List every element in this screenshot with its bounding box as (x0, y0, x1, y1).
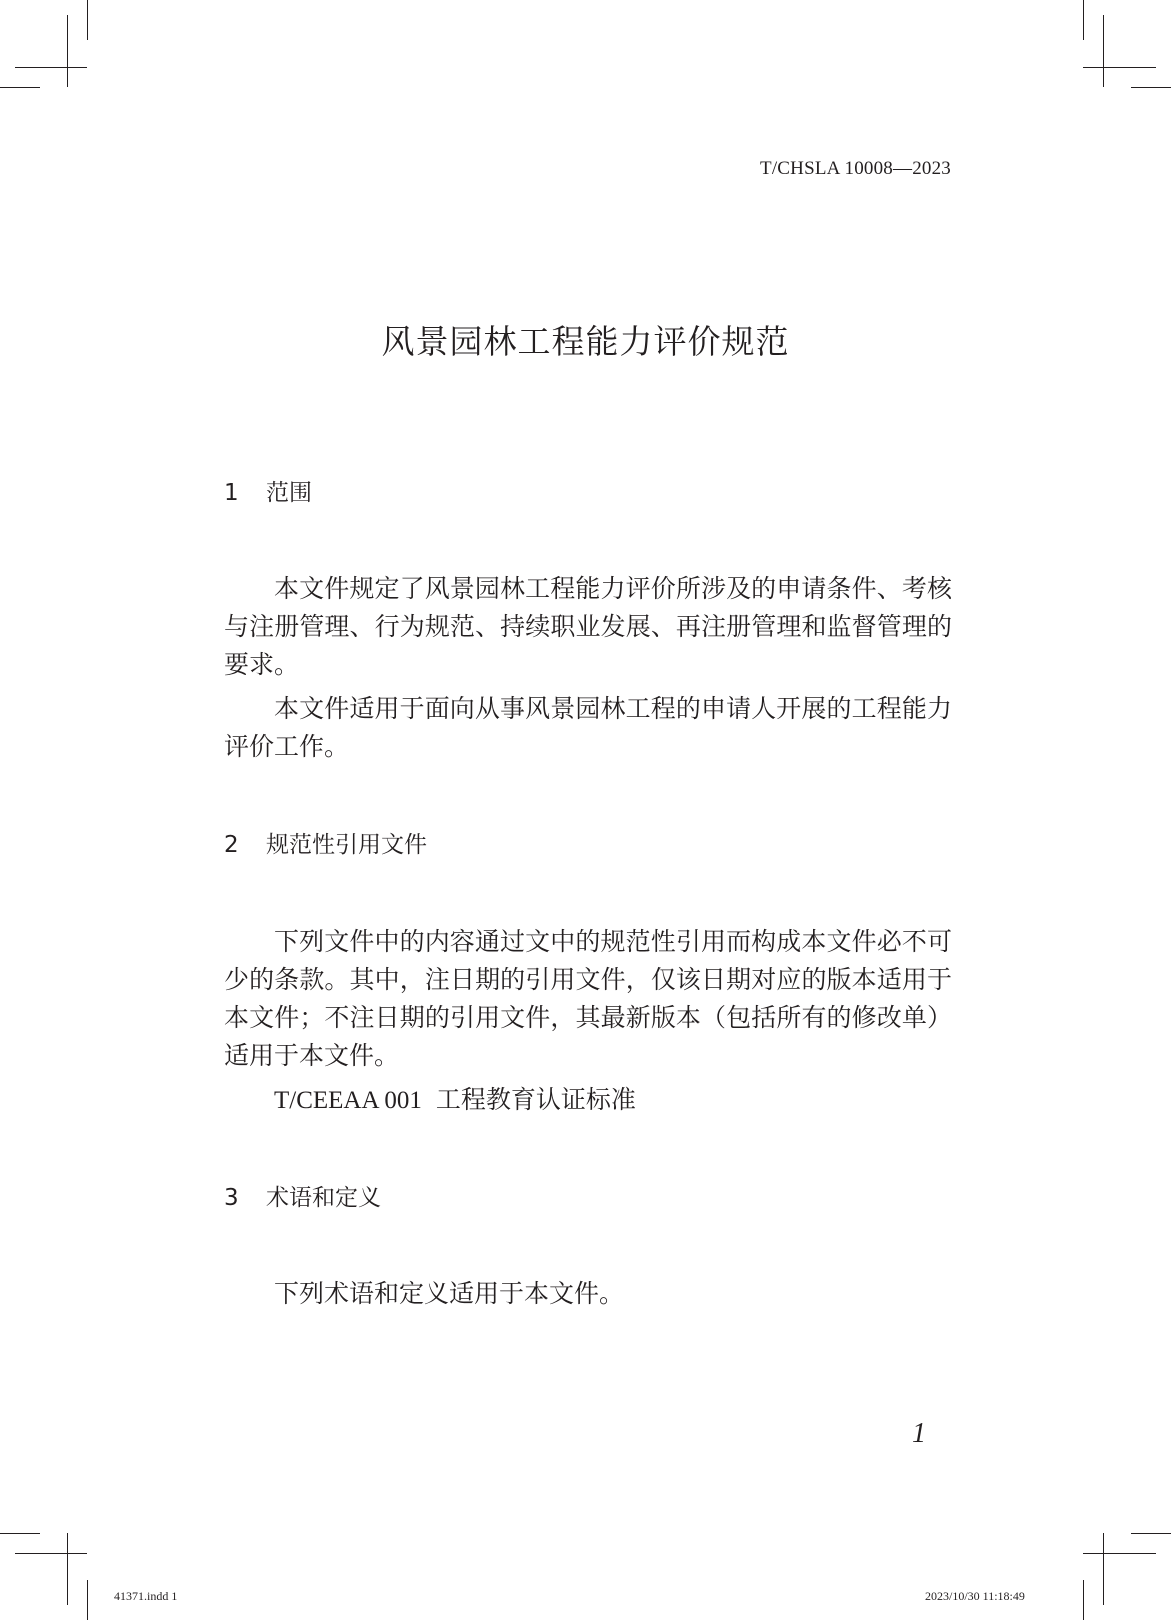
section-number: 1 (224, 480, 239, 506)
crop-mark-top-left-outer-horizontal (0, 87, 40, 88)
reference-code: T/CEEAA 001 (274, 1087, 422, 1114)
crop-mark-bottom-left-outer-horizontal (0, 1533, 40, 1534)
crop-mark-top-right-outer-horizontal (1131, 87, 1171, 88)
crop-mark-top-right-horizontal (1083, 67, 1156, 68)
page-number: 1 (912, 1418, 926, 1449)
normative-reference (274, 1080, 636, 1116)
section-number: 3 (224, 1185, 239, 1211)
crop-mark-bottom-right-outer-vertical (1083, 1580, 1084, 1620)
slug-timestamp: 2023/10/30 11:18:49 (925, 1589, 1025, 1603)
slug-file-name: 41371.indd 1 (114, 1589, 178, 1603)
crop-mark-bottom-left-horizontal (15, 1553, 87, 1554)
crop-mark-bottom-right-outer-horizontal (1131, 1533, 1171, 1534)
crop-mark-top-left-vertical (67, 15, 68, 87)
crop-mark-top-right-outer-vertical (1083, 0, 1084, 40)
crop-mark-bottom-right-vertical (1103, 1533, 1104, 1605)
section-1-heading (224, 474, 312, 507)
section-title: 范围 (266, 480, 312, 506)
section-3-heading (224, 1179, 381, 1212)
section-title: 术语和定义 (266, 1185, 381, 1211)
section-1-paragraph-1: 本文件规定了风景园林工程能力评价所涉及的申请条件、考核与注册管理、行为规范、持续职业发展、再注册管理和监督管理的要求。 (224, 574, 952, 679)
crop-mark-top-left-outer-vertical (87, 0, 88, 40)
section-2-paragraph-1: 下列文件中的内容通过文中的规范性引用而构成本文件必不可少的条款。其中，注日期的引用文件，仅该日期对应的版本适用于本文件；不注日期的引用文件，其最新版本（包括所有的修改单）适用于本文件。 (224, 927, 952, 1070)
crop-mark-bottom-left-outer-vertical (87, 1580, 88, 1620)
section-number: 2 (224, 832, 239, 858)
section-3-paragraph-1: 下列术语和定义适用于本文件。 (274, 1279, 625, 1308)
section-2-heading (224, 826, 427, 859)
section-1-paragraph-2: 本文件适用于面向从事风景园林工程的申请人开展的工程能力评价工作。 (224, 694, 952, 761)
standard-code: T/CHSLA 10008—2023 (760, 158, 951, 179)
crop-mark-top-left-horizontal (15, 67, 87, 68)
crop-mark-top-right-vertical (1103, 15, 1104, 87)
document-title: 风景园林工程能力评价规范 (381, 322, 790, 361)
crop-mark-bottom-right-horizontal (1083, 1553, 1156, 1554)
crop-mark-bottom-left-vertical (67, 1533, 68, 1605)
reference-title: 工程教育认证标准 (435, 1085, 636, 1114)
section-title: 规范性引用文件 (266, 832, 427, 858)
